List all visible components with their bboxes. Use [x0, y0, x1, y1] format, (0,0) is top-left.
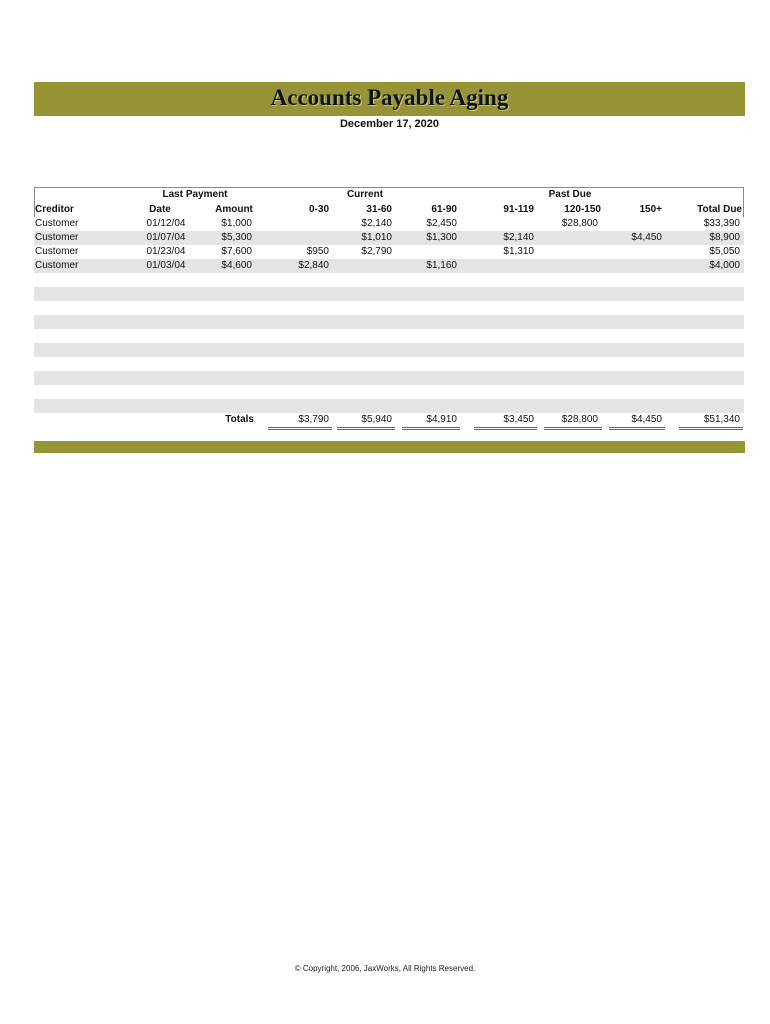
row-3-0-30: $950: [306, 246, 329, 257]
row-2-amount: $5,300: [221, 232, 252, 243]
col-header-date: Date: [149, 204, 171, 215]
report-date: December 17, 2020: [339, 118, 440, 130]
row-stripe: [34, 315, 744, 329]
row-4-0-30: $2,840: [298, 260, 329, 271]
total-120-150: $28,800: [561, 414, 598, 425]
col-header-total-due: Total Due: [697, 204, 742, 215]
row-stripe: [34, 399, 744, 413]
row-4-61-90: $1,160: [426, 260, 457, 271]
double-underline: [609, 427, 665, 430]
col-header-creditor: Creditor: [35, 204, 74, 215]
total-total-due: $51,340: [703, 414, 740, 425]
row-3-amount: $7,600: [221, 246, 252, 257]
group-header-last-payment: Last Payment: [162, 189, 228, 200]
total-150-plus: $4,450: [631, 414, 662, 425]
double-underline: [679, 427, 743, 430]
col-header-amount: Amount: [215, 204, 253, 215]
copyright-footer: © Copyright, 2006, JaxWorks, All Rights Reserved.: [294, 964, 476, 973]
title-band: [34, 82, 745, 116]
page-title: Accounts Payable Aging: [270, 85, 509, 110]
totals-label: Totals: [225, 414, 254, 425]
group-header-past-due: Past Due: [548, 189, 592, 200]
total-91-119: $3,450: [503, 414, 534, 425]
row-2-91-119: $2,140: [503, 232, 534, 243]
total-61-90: $4,910: [426, 414, 457, 425]
col-header-0-30: 0-30: [308, 204, 329, 215]
col-header-91-119: 91-119: [503, 204, 534, 215]
row-1-amount: $1,000: [221, 218, 252, 229]
row-3-91-119: $1,310: [503, 246, 534, 257]
col-header-61-90: 61-90: [431, 204, 457, 215]
row-4-amount: $4,600: [221, 260, 252, 271]
row-2-31-60: $1,010: [361, 232, 392, 243]
double-underline: [474, 427, 537, 430]
double-underline: [402, 427, 460, 430]
row-2-150-plus: $4,450: [631, 232, 662, 243]
double-underline: [544, 427, 602, 430]
row-2-creditor: Customer: [35, 232, 79, 243]
row-1-61-90: $2,450: [426, 218, 457, 229]
row-4-total-due: $4,000: [709, 260, 740, 271]
col-header-120-150: 120-150: [564, 204, 601, 215]
row-2-date: 01/07/04: [146, 232, 186, 243]
total-0-30: $3,790: [298, 414, 329, 425]
row-stripe: [34, 371, 744, 385]
bottom-band: [34, 441, 745, 453]
double-underline: [268, 427, 332, 430]
row-3-31-60: $2,790: [361, 246, 392, 257]
row-1-total-due: $33,390: [703, 218, 740, 229]
row-1-date: 01/12/04: [146, 218, 186, 229]
col-header-31-60: 31-60: [366, 204, 392, 215]
row-stripe: [34, 343, 744, 357]
row-stripe: [34, 287, 744, 301]
row-2-61-90: $1,300: [426, 232, 457, 243]
row-3-total-due: $5,050: [709, 246, 740, 257]
row-1-31-60: $2,140: [361, 218, 392, 229]
row-3-creditor: Customer: [35, 246, 79, 257]
row-3-date: 01/23/04: [146, 246, 186, 257]
double-underline: [337, 427, 395, 430]
row-1-120-150: $28,800: [561, 218, 598, 229]
row-1-creditor: Customer: [35, 218, 79, 229]
col-header-150-plus: 150+: [639, 204, 662, 215]
row-4-date: 01/03/04: [146, 260, 186, 271]
row-2-total-due: $8,900: [709, 232, 740, 243]
row-4-creditor: Customer: [35, 260, 79, 271]
total-31-60: $5,940: [361, 414, 392, 425]
group-header-current: Current: [346, 189, 384, 200]
